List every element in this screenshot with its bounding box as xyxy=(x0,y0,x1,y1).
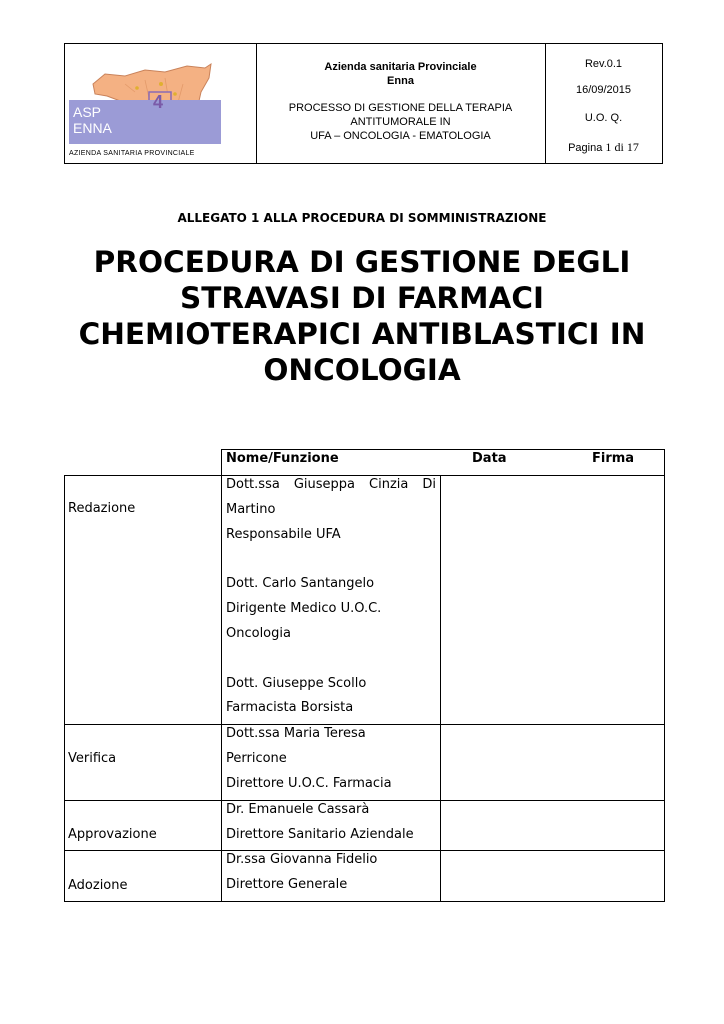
process-line-3: UFA – ONCOLOGIA - EMATOLOGIA xyxy=(310,130,491,142)
redazione-line-10: Farmacista Borsista xyxy=(226,700,354,715)
verifica-line-3: Direttore U.O.C. Farmacia xyxy=(226,776,392,791)
unit: U.O. Q. xyxy=(584,112,623,124)
page-total: 17 xyxy=(626,140,639,154)
logo-badge-number: 4 xyxy=(153,92,164,112)
logo-text-enna: ENNA xyxy=(73,120,112,136)
page-label: Pagina xyxy=(568,142,603,154)
redazione-line-3: Responsabile UFA xyxy=(226,527,341,542)
main-title-line-2: STRAVASI DI FARMACI xyxy=(180,281,544,315)
annex-title: ALLEGATO 1 ALLA PROCEDURA DI SOMMINISTRAZIONE xyxy=(177,211,547,225)
header-meta xyxy=(545,44,662,163)
main-title-line-4: ONCOLOGIA xyxy=(263,353,461,387)
adozione-line-2: Direttore Generale xyxy=(226,877,348,892)
page-of: di xyxy=(614,140,624,154)
organization-name xyxy=(256,60,545,88)
approval-table xyxy=(64,449,665,902)
adozione-line-1: Dr.ssa Giovanna Fidelio xyxy=(226,852,378,867)
page-current: 1 xyxy=(605,140,612,154)
redazione-line-5: Dott. Carlo Santangelo xyxy=(226,576,375,591)
header-name-role: Nome/Funzione xyxy=(226,451,339,466)
logo-text xyxy=(73,104,112,136)
org-line-1: Azienda sanitaria Provinciale xyxy=(324,61,477,73)
logo-text-asp: ASP xyxy=(73,104,102,120)
verifica-line-1: Dott.ssa Maria Teresa xyxy=(226,726,366,741)
main-title xyxy=(40,244,684,388)
document-header xyxy=(64,43,663,164)
verifica-line-2: Perricone xyxy=(226,751,287,766)
process-line-1: PROCESSO DI GESTIONE DELLA TERAPIA xyxy=(288,102,513,114)
row-label-approvazione: Approvazione xyxy=(68,827,157,842)
main-title-line-1: PROCEDURA DI GESTIONE DEGLI xyxy=(93,245,631,279)
logo-subtitle: AZIENDA SANITARIA PROVINCIALE xyxy=(69,150,195,157)
approvazione-line-2: Direttore Sanitario Aziendale xyxy=(226,827,414,842)
main-title-line-3: CHEMIOTERAPICI ANTIBLASTICI IN xyxy=(78,317,646,351)
row-label-adozione: Adozione xyxy=(68,878,128,893)
header-signature: Firma xyxy=(592,451,635,466)
row-label-verifica: Verifica xyxy=(68,751,117,766)
header-center xyxy=(256,44,546,163)
redazione-line-7: Oncologia xyxy=(226,626,291,641)
asp-enna-logo xyxy=(65,44,257,163)
redazione-line-2: Martino xyxy=(226,502,276,517)
approvazione-line-1: Dr. Emanuele Cassarà xyxy=(226,802,370,817)
redazione-line-9: Dott. Giuseppe Scollo xyxy=(226,676,367,691)
process-line-2: ANTITUMORALE IN xyxy=(350,116,451,128)
header-date: Data xyxy=(472,451,507,466)
process-name xyxy=(262,101,539,143)
page-indicator xyxy=(545,140,662,155)
row-label-redazione: Redazione xyxy=(68,501,136,516)
revision: Rev.0.1 xyxy=(584,58,623,70)
redazione-line-1: Dott.ssa Giuseppa Cinzia Di xyxy=(226,477,436,492)
revision-date: 16/09/2015 xyxy=(575,84,632,96)
org-line-2: Enna xyxy=(387,75,414,87)
redazione-line-6: Dirigente Medico U.O.C. xyxy=(226,601,382,616)
